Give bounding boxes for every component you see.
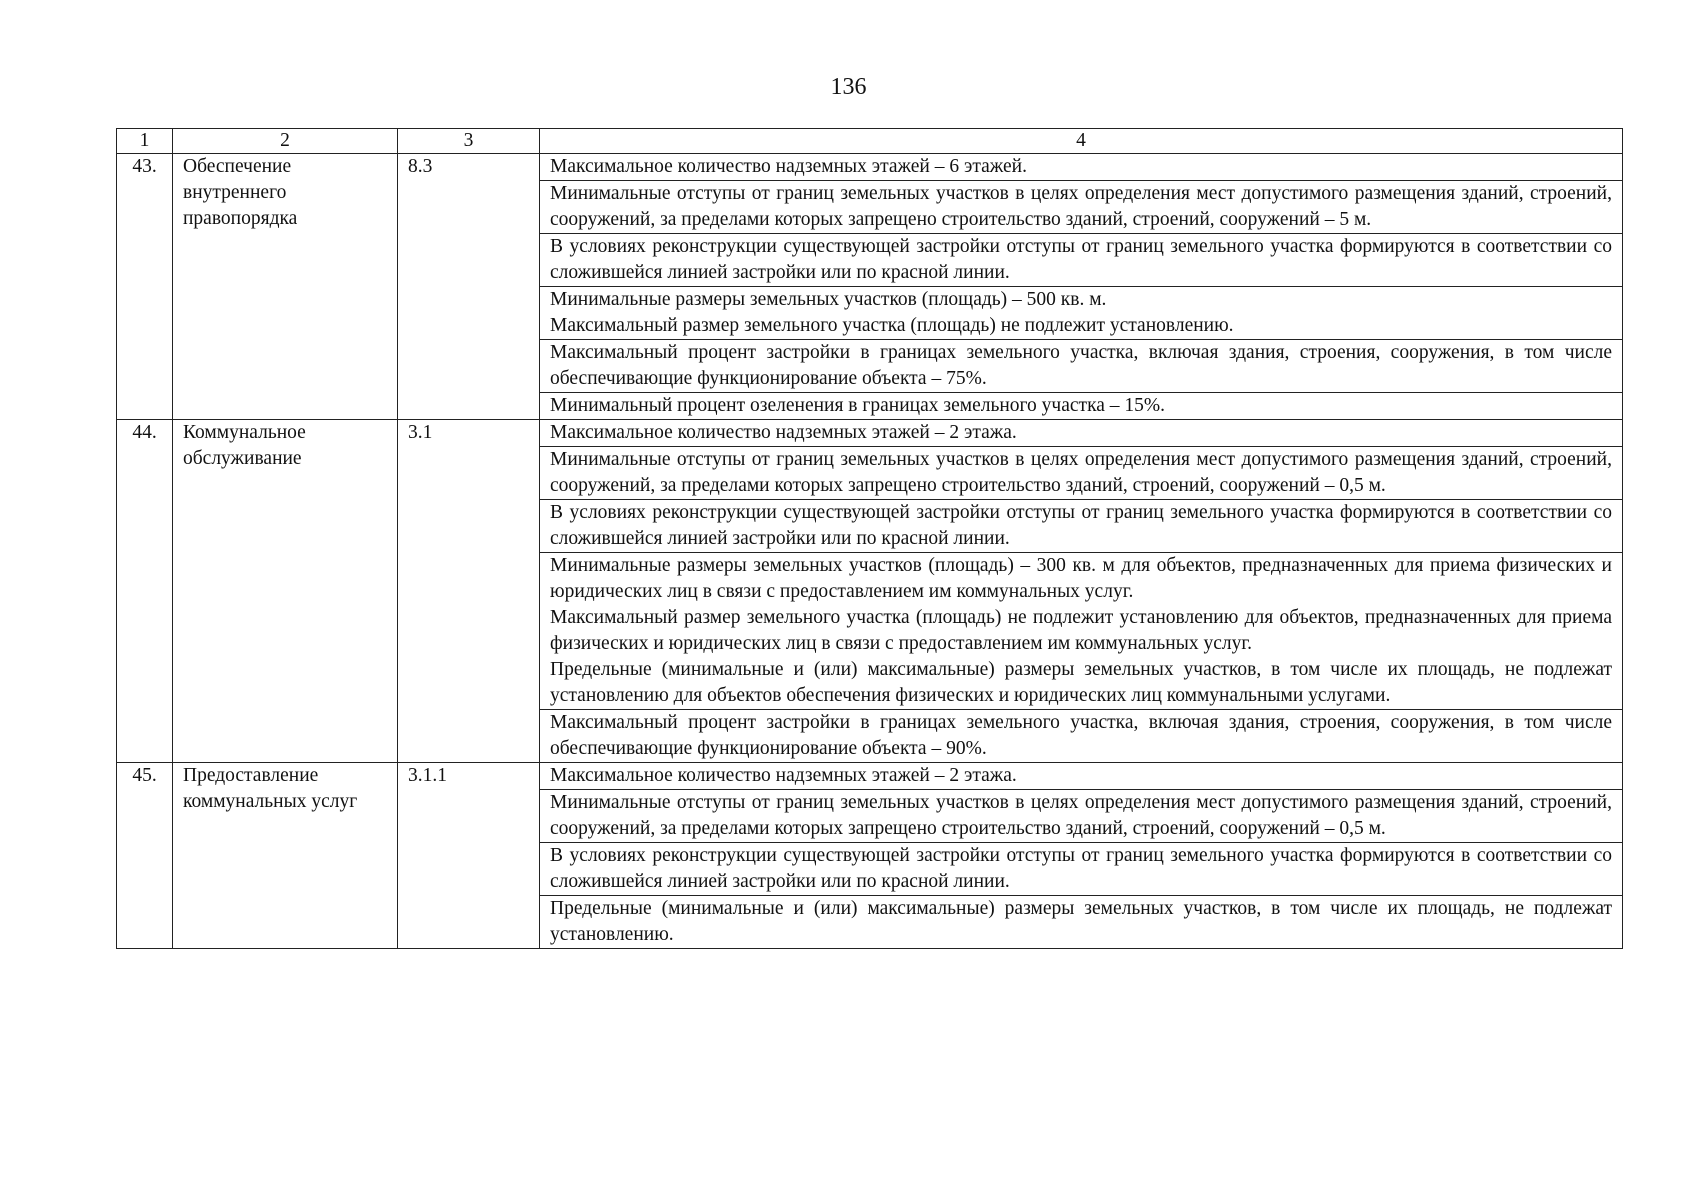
- row-number: 44.: [117, 420, 173, 763]
- regulation-text: Минимальные размеры земельных участков (площадь) – 500 кв. м.: [550, 289, 1107, 310]
- use-type-name: Обеспечение внутреннего правопорядка: [173, 154, 398, 420]
- header-row: [117, 129, 1623, 154]
- regulation-text: Максимальный процент застройки в границах земельного участка, включая здания, строения, сооружения, в том числе обеспечивающие функционирование объекта – 90%.: [550, 712, 1612, 759]
- regulation-text: Максимальное количество надземных этажей – 6 этажей.: [550, 156, 1027, 177]
- regulation-text: Максимальный размер земельного участка (площадь) не подлежит установлению для объектов, предназначенных для приема физических и юридических лиц в связи с предоставлением им коммунальных услуг.: [550, 607, 1612, 654]
- regulation-cell: [540, 896, 1623, 949]
- column-header: 2: [173, 129, 398, 154]
- use-type-code: 3.1.1: [398, 763, 540, 949]
- regulation-text: Максимальный размер земельного участка (площадь) не подлежит установлению.: [550, 315, 1234, 336]
- row-number: 45.: [117, 763, 173, 949]
- column-header: 1: [117, 129, 173, 154]
- regulations-table: [116, 128, 1623, 949]
- regulation-text: Минимальные отступы от границ земельных участков в целях определения мест допустимого размещения зданий, строений, сооружений, за пределами которых запрещено строительство зданий, строений, сооружений – 0,5 м.: [550, 792, 1612, 839]
- regulation-text: В условиях реконструкции существующей застройки отступы от границ земельного участка формируются в соответствии со сложившейся линией застройки или по красной линии.: [550, 845, 1612, 892]
- table-row: [117, 154, 1623, 181]
- use-type-code: 8.3: [398, 154, 540, 420]
- table-body: [117, 154, 1623, 949]
- row-number: 43.: [117, 154, 173, 420]
- regulation-cell: [540, 790, 1623, 843]
- table-row: [117, 763, 1623, 790]
- regulation-cell: [540, 420, 1623, 447]
- regulation-text: Предельные (минимальные и (или) максимальные) размеры земельных участков, в том числе их площадь, не подлежат установлению.: [550, 898, 1612, 945]
- regulation-cell: [540, 287, 1623, 340]
- regulation-cell: [540, 553, 1623, 710]
- regulation-cell: [540, 340, 1623, 393]
- page-number: 136: [830, 74, 867, 100]
- regulation-cell: [540, 181, 1623, 234]
- regulation-cell: [540, 154, 1623, 181]
- regulation-text: Минимальные размеры земельных участков (площадь) – 300 кв. м для объектов, предназначенных для приема физических и юридических лиц в связи с предоставлением им коммунальных услуг.: [550, 555, 1612, 602]
- regulation-cell: [540, 843, 1623, 896]
- regulation-cell: [540, 710, 1623, 763]
- regulation-cell: [540, 500, 1623, 553]
- regulation-cell: [540, 393, 1623, 420]
- regulation-text: Предельные (минимальные и (или) максимальные) размеры земельных участков, в том числе их площадь, не подлежат установлению для объектов обеспечения физических и юридических лиц коммунальными услугами.: [550, 659, 1612, 706]
- regulation-cell: [540, 234, 1623, 287]
- regulation-text: Минимальные отступы от границ земельных участков в целях определения мест допустимого размещения зданий, строений, сооружений, за пределами которых запрещено строительство зданий, строений, сооружений – 0,5 м.: [550, 449, 1612, 496]
- column-header: 3: [398, 129, 540, 154]
- regulation-text: Максимальное количество надземных этажей – 2 этажа.: [550, 422, 1017, 443]
- regulation-cell: [540, 447, 1623, 500]
- use-type-code: 3.1: [398, 420, 540, 763]
- column-header: 4: [540, 129, 1623, 154]
- regulation-cell: [540, 763, 1623, 790]
- use-type-name: Предоставление коммунальных услуг: [173, 763, 398, 949]
- regulation-text: В условиях реконструкции существующей застройки отступы от границ земельного участка формируются в соответствии со сложившейся линией застройки или по красной линии.: [550, 502, 1612, 549]
- regulation-text: Максимальный процент застройки в границах земельного участка, включая здания, строения, сооружения, в том числе обеспечивающие функционирование объекта – 75%.: [550, 342, 1612, 389]
- use-type-name: Коммунальное обслуживание: [173, 420, 398, 763]
- regulation-text: Минимальный процент озеленения в границах земельного участка – 15%.: [550, 395, 1166, 416]
- regulation-text: В условиях реконструкции существующей застройки отступы от границ земельного участка формируются в соответствии со сложившейся линией застройки или по красной линии.: [550, 236, 1612, 283]
- regulation-text: Минимальные отступы от границ земельных участков в целях определения мест допустимого размещения зданий, строений, сооружений, за пределами которых запрещено строительство зданий, строений, сооружений – 5 м.: [550, 183, 1612, 230]
- regulation-text: Максимальное количество надземных этажей – 2 этажа.: [550, 765, 1017, 786]
- table-row: [117, 420, 1623, 447]
